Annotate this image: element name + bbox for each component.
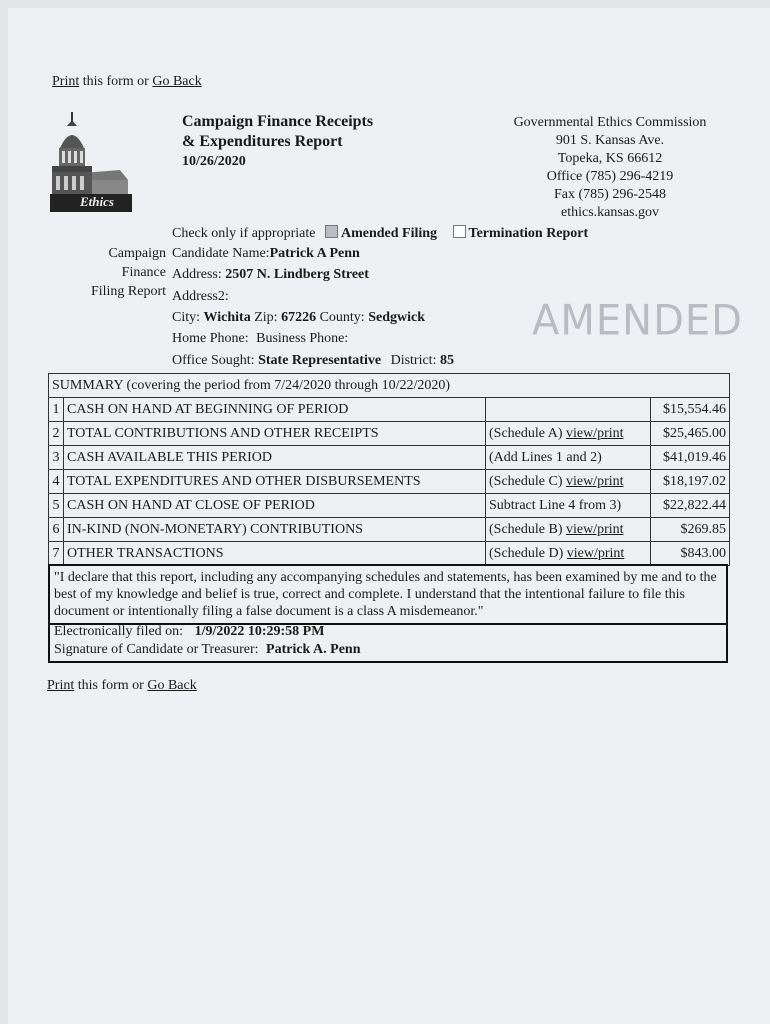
zip-value: 67226 bbox=[281, 310, 317, 325]
report-date: 10/26/2020 bbox=[182, 154, 246, 169]
office-sought-value: State Representative bbox=[258, 353, 382, 368]
city-label: City: bbox=[172, 310, 201, 325]
summary-line-label: CASH ON HAND AT BEGINNING OF PERIOD bbox=[64, 398, 486, 422]
address2-row bbox=[172, 289, 229, 305]
summary-amount: $22,822.44 bbox=[651, 494, 730, 518]
agency-office-phone: Office (785) 296-4219 bbox=[546, 169, 674, 184]
summary-line-label: CASH AVAILABLE THIS PERIOD bbox=[64, 446, 486, 470]
summary-amount: $25,465.00 bbox=[651, 422, 730, 446]
summary-line-number: 2 bbox=[49, 422, 64, 446]
report-title-line2: & Expenditures Report bbox=[182, 133, 343, 150]
report-title bbox=[182, 112, 373, 172]
view-print-link[interactable]: view/print bbox=[565, 473, 624, 489]
summary-schedule-cell bbox=[486, 518, 651, 542]
summary-row bbox=[49, 542, 730, 566]
summary-row bbox=[49, 470, 730, 494]
signer-row bbox=[54, 641, 722, 659]
amended-filing-checkbox[interactable] bbox=[325, 225, 338, 238]
summary-amount: $41,019.46 bbox=[651, 446, 730, 470]
summary-row bbox=[49, 398, 730, 422]
filing-type-row bbox=[172, 225, 588, 242]
address-label: Address: bbox=[172, 267, 222, 282]
print-link-top[interactable]: Print bbox=[52, 74, 80, 89]
summary-line-number: 6 bbox=[49, 518, 64, 542]
termination-report-label: Termination Report bbox=[468, 226, 589, 241]
nav-text-top: this form or bbox=[79, 74, 153, 89]
campaign-finance-filing-report-label bbox=[80, 244, 166, 301]
phone-row bbox=[172, 331, 348, 347]
address-value: 2507 N. Lindberg Street bbox=[225, 267, 369, 282]
view-print-link[interactable]: view/print bbox=[565, 521, 624, 537]
agency-city: Topeka, KS 66612 bbox=[557, 151, 663, 166]
report-title-line1: Campaign Finance Receipts bbox=[182, 113, 374, 130]
zip-label: Zip: bbox=[254, 310, 278, 325]
schedule-note: (Schedule A) bbox=[489, 425, 566, 441]
schedule-note: (Schedule D) bbox=[489, 545, 567, 561]
county-value: Sedgwick bbox=[368, 310, 425, 325]
go-back-link-top[interactable]: Go Back bbox=[152, 74, 202, 89]
agency-name: Governmental Ethics Commission bbox=[513, 115, 707, 130]
summary-amount: $269.85 bbox=[651, 518, 730, 542]
nav-text-bottom: this form or bbox=[74, 678, 148, 693]
filed-on-label: Electronically filed on: bbox=[54, 624, 184, 639]
summary-line-label: CASH ON HAND AT CLOSE OF PERIOD bbox=[64, 494, 486, 518]
business-phone-label: Business Phone: bbox=[256, 331, 349, 346]
summary-line-label: TOTAL CONTRIBUTIONS AND OTHER RECEIPTS bbox=[64, 422, 486, 446]
summary-heading-row bbox=[49, 374, 730, 398]
summary-line-number: 1 bbox=[49, 398, 64, 422]
amended-stamp: AMENDED bbox=[532, 296, 743, 346]
go-back-link-bottom[interactable]: Go Back bbox=[147, 678, 197, 693]
summary-row bbox=[49, 446, 730, 470]
candidate-name-label: Candidate Name: bbox=[172, 246, 270, 261]
bottom-nav bbox=[47, 678, 197, 694]
signature-block bbox=[48, 621, 728, 663]
declaration-text: "I declare that this report, including any accompanying schedules and statements, has been examined by me and to the best of my knowledge and belief is true, correct and complete. I understand that the intentional failure to file this document or intentionally filing a false document is a class A misdemeanor." bbox=[48, 564, 728, 625]
signer-label: Signature of Candidate or Treasurer: bbox=[54, 642, 259, 657]
summary-row bbox=[49, 494, 730, 518]
side-label-line3: Filing Report bbox=[90, 284, 166, 299]
signer-value: Patrick A. Penn bbox=[266, 642, 361, 657]
side-label-line2: Finance bbox=[121, 265, 166, 280]
schedule-note: (Add Lines 1 and 2) bbox=[489, 449, 602, 465]
county-label: County: bbox=[319, 310, 365, 325]
agency-street: 901 S. Kansas Ave. bbox=[555, 133, 665, 148]
summary-schedule-cell bbox=[486, 470, 651, 494]
candidate-name-value: Patrick A Penn bbox=[269, 246, 360, 261]
logo-ethics-text: Ethics bbox=[80, 194, 114, 209]
address-row bbox=[172, 267, 369, 283]
view-print-link[interactable]: view/print bbox=[565, 425, 624, 441]
amended-filing-label: Amended Filing bbox=[340, 226, 438, 241]
termination-report-checkbox[interactable] bbox=[453, 225, 466, 238]
summary-schedule-cell bbox=[486, 542, 651, 566]
summary-schedule-cell bbox=[486, 422, 651, 446]
schedule-note: Subtract Line 4 from 3) bbox=[489, 497, 622, 513]
city-value: Wichita bbox=[203, 310, 251, 325]
schedule-note: (Schedule C) bbox=[489, 473, 566, 489]
office-row bbox=[172, 353, 454, 369]
summary-line-number: 7 bbox=[49, 542, 64, 566]
summary-schedule-cell bbox=[486, 446, 651, 470]
summary-amount: $843.00 bbox=[651, 542, 730, 566]
summary-row bbox=[49, 422, 730, 446]
summary-line-number: 4 bbox=[49, 470, 64, 494]
summary-line-label: OTHER TRANSACTIONS bbox=[64, 542, 486, 566]
summary-schedule-cell bbox=[486, 494, 651, 518]
office-sought-label: Office Sought: bbox=[172, 353, 255, 368]
filed-on-row bbox=[54, 623, 722, 641]
summary-line-number: 5 bbox=[49, 494, 64, 518]
side-label-line1: Campaign bbox=[108, 246, 166, 261]
address2-label: Address2: bbox=[172, 289, 229, 304]
summary-line-label: TOTAL EXPENDITURES AND OTHER DISBURSEMENTS bbox=[64, 470, 486, 494]
summary-heading: SUMMARY (covering the period from 7/24/2020 through 10/22/2020) bbox=[49, 374, 730, 398]
candidate-name-row bbox=[172, 246, 360, 262]
filed-on-value: 1/9/2022 10:29:58 PM bbox=[194, 624, 325, 639]
view-print-link[interactable]: view/print bbox=[566, 545, 625, 561]
summary-line-label: IN-KIND (NON-MONETARY) CONTRIBUTIONS bbox=[64, 518, 486, 542]
print-link-bottom[interactable]: Print bbox=[47, 678, 75, 693]
summary-row bbox=[49, 518, 730, 542]
district-value: 85 bbox=[439, 353, 454, 368]
agency-fax: Fax (785) 296-2548 bbox=[554, 187, 666, 202]
summary-amount: $18,197.02 bbox=[651, 470, 730, 494]
summary-amount: $15,554.46 bbox=[651, 398, 730, 422]
district-label: District: bbox=[390, 353, 437, 368]
top-nav bbox=[52, 74, 202, 90]
summary-table bbox=[48, 373, 730, 566]
city-zip-county-row bbox=[172, 310, 425, 326]
check-prompt: Check only if appropriate bbox=[172, 226, 316, 241]
ethics-capitol-logo bbox=[50, 108, 132, 212]
agency-website: ethics.kansas.gov bbox=[561, 205, 659, 220]
agency-address-block bbox=[480, 114, 740, 222]
home-phone-label: Home Phone: bbox=[172, 331, 249, 346]
summary-schedule-cell bbox=[486, 398, 651, 422]
summary-line-number: 3 bbox=[49, 446, 64, 470]
schedule-note: (Schedule B) bbox=[489, 521, 566, 537]
